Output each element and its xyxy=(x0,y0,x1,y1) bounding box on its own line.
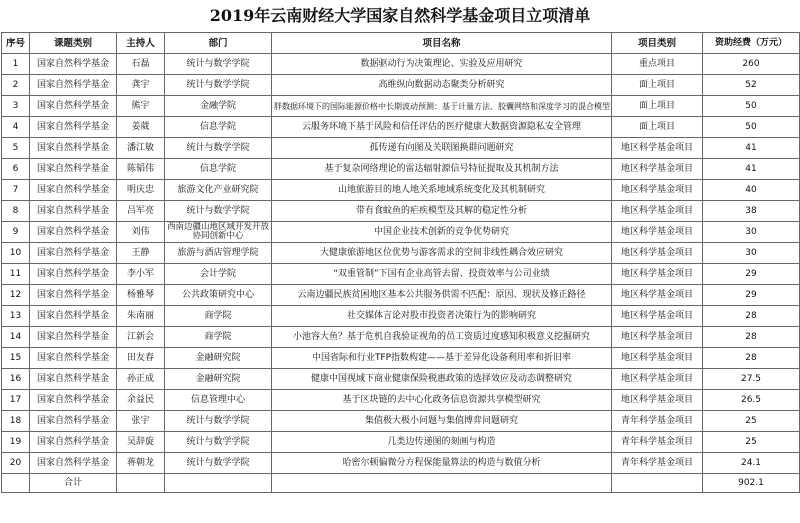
cell-funding: 50 xyxy=(703,117,800,138)
cell-department: 信息学院 xyxy=(165,117,272,138)
cell-project-name: 数据驱动行为决策理论、实验及应用研究 xyxy=(272,54,612,75)
cell-project-name: 哈密尔顿偏微分方程保能量算法的构造与数值分析 xyxy=(272,453,612,474)
table-row xyxy=(2,348,800,369)
cell-index: 12 xyxy=(2,285,30,306)
cell-department: 统计与数学学院 xyxy=(165,54,272,75)
cell-project-name: 高维纵向数据动态聚类分析研究 xyxy=(272,75,612,96)
cell-project-name: 小池容大鱼？基于危机自我验证视角的员工资质过度感知积极意义挖掘研究 xyxy=(272,327,612,348)
cell-host: 陈韬伟 xyxy=(117,159,165,180)
total-label: 合计 xyxy=(30,474,117,493)
table-row xyxy=(2,306,800,327)
cell-index: 2 xyxy=(2,75,30,96)
cell-department: 商学院 xyxy=(165,306,272,327)
cell-category: 国家自然科学基金 xyxy=(30,201,117,222)
total-empty-cell xyxy=(2,474,30,493)
cell-index: 19 xyxy=(2,432,30,453)
header-funding: 资助经费（万元） xyxy=(703,33,800,54)
cell-department: 金融研究院 xyxy=(165,348,272,369)
cell-index: 18 xyxy=(2,411,30,432)
cell-index: 13 xyxy=(2,306,30,327)
total-empty-cell xyxy=(272,474,612,493)
total-empty-cell xyxy=(612,474,703,493)
cell-category: 国家自然科学基金 xyxy=(30,75,117,96)
cell-department: 统计与数学学院 xyxy=(165,453,272,474)
cell-funding: 30 xyxy=(703,222,800,243)
cell-department: 统计与数学学院 xyxy=(165,201,272,222)
cell-index: 16 xyxy=(2,369,30,390)
cell-index: 17 xyxy=(2,390,30,411)
cell-project-type: 面上项目 xyxy=(612,75,703,96)
cell-department: 商学院 xyxy=(165,327,272,348)
cell-index: 7 xyxy=(2,180,30,201)
cell-category: 国家自然科学基金 xyxy=(30,264,117,285)
cell-host: 潘江敏 xyxy=(117,138,165,159)
cell-project-type: 地区科学基金项目 xyxy=(612,222,703,243)
cell-category: 国家自然科学基金 xyxy=(30,306,117,327)
table-row xyxy=(2,159,800,180)
cell-department: 会计学院 xyxy=(165,264,272,285)
cell-funding: 25 xyxy=(703,411,800,432)
cell-category: 国家自然科学基金 xyxy=(30,369,117,390)
cell-category: 国家自然科学基金 xyxy=(30,411,117,432)
cell-project-name: 中国企业技术创新的竞争优势研究 xyxy=(272,222,612,243)
cell-host: 吴辞旋 xyxy=(117,432,165,453)
cell-project-name: 健康中国视域下商业健康保险税惠政策的选择效应及动态调整研究 xyxy=(272,369,612,390)
cell-department: 旅游与酒店管理学院 xyxy=(165,243,272,264)
cell-project-type: 地区科学基金项目 xyxy=(612,138,703,159)
cell-category: 国家自然科学基金 xyxy=(30,285,117,306)
table-row xyxy=(2,96,800,117)
cell-category: 国家自然科学基金 xyxy=(30,432,117,453)
header-index: 序号 xyxy=(2,33,30,54)
cell-funding: 28 xyxy=(703,306,800,327)
cell-host: 孙正成 xyxy=(117,369,165,390)
table-row xyxy=(2,453,800,474)
cell-host: 王静 xyxy=(117,243,165,264)
cell-host: 明庆忠 xyxy=(117,180,165,201)
cell-host: 张宇 xyxy=(117,411,165,432)
cell-project-type: 地区科学基金项目 xyxy=(612,243,703,264)
header-project-type: 项目类别 xyxy=(612,33,703,54)
cell-project-type: 地区科学基金项目 xyxy=(612,180,703,201)
cell-category: 国家自然科学基金 xyxy=(30,117,117,138)
cell-project-name: 大健康旅游地区位优势与游客需求的空间非线性耦合效应研究 xyxy=(272,243,612,264)
cell-category: 国家自然科学基金 xyxy=(30,54,117,75)
cell-category: 国家自然科学基金 xyxy=(30,348,117,369)
cell-index: 6 xyxy=(2,159,30,180)
cell-project-name: 集值极大极小问题与集值博弈问题研究 xyxy=(272,411,612,432)
cell-host: 蒋朝龙 xyxy=(117,453,165,474)
cell-project-name: 孤传递有向图及关联图换群问题研究 xyxy=(272,138,612,159)
table-row xyxy=(2,285,800,306)
cell-department: 统计与数学学院 xyxy=(165,432,272,453)
cell-category: 国家自然科学基金 xyxy=(30,180,117,201)
cell-department: 信息管理中心 xyxy=(165,390,272,411)
cell-project-name: 带有食蚊鱼的疟疾模型及其解的稳定性分析 xyxy=(272,201,612,222)
cell-funding: 260 xyxy=(703,54,800,75)
total-empty-cell xyxy=(117,474,165,493)
cell-funding: 28 xyxy=(703,327,800,348)
header-project-name: 项目名称 xyxy=(272,33,612,54)
cell-department: 信息学院 xyxy=(165,159,272,180)
cell-department: 西南边疆山地区域开发开放协同创新中心 xyxy=(165,222,272,243)
cell-funding: 41 xyxy=(703,159,800,180)
cell-index: 11 xyxy=(2,264,30,285)
cell-department: 金融研究院 xyxy=(165,369,272,390)
cell-project-name: 社交媒体言论对股市投资者决策行为的影响研究 xyxy=(272,306,612,327)
cell-index: 10 xyxy=(2,243,30,264)
cell-funding: 29 xyxy=(703,264,800,285)
cell-host: 朱南丽 xyxy=(117,306,165,327)
cell-funding: 40 xyxy=(703,180,800,201)
cell-project-type: 青年科学基金项目 xyxy=(612,453,703,474)
cell-index: 5 xyxy=(2,138,30,159)
cell-project-type: 地区科学基金项目 xyxy=(612,285,703,306)
cell-project-type: 地区科学基金项目 xyxy=(612,327,703,348)
cell-project-type: 面上项目 xyxy=(612,117,703,138)
cell-index: 15 xyxy=(2,348,30,369)
cell-host: 李小军 xyxy=(117,264,165,285)
project-table xyxy=(1,32,800,493)
header-host: 主持人 xyxy=(117,33,165,54)
table-row xyxy=(2,369,800,390)
cell-host: 田友春 xyxy=(117,348,165,369)
table-row xyxy=(2,243,800,264)
table-row xyxy=(2,201,800,222)
cell-project-name: 基于区块链的去中心化政务信息资源共享模型研究 xyxy=(272,390,612,411)
cell-funding: 26.5 xyxy=(703,390,800,411)
cell-index: 1 xyxy=(2,54,30,75)
cell-category: 国家自然科学基金 xyxy=(30,159,117,180)
cell-project-type: 重点项目 xyxy=(612,54,703,75)
cell-project-type: 地区科学基金项目 xyxy=(612,369,703,390)
cell-host: 刘伟 xyxy=(117,222,165,243)
cell-project-name: 中国省际和行业TFP指数构建——基于差异化设备利用率和折旧率 xyxy=(272,348,612,369)
cell-funding: 52 xyxy=(703,75,800,96)
cell-department: 旅游文化产业研究院 xyxy=(165,180,272,201)
header-row xyxy=(2,33,800,54)
cell-funding: 28 xyxy=(703,348,800,369)
cell-funding: 41 xyxy=(703,138,800,159)
cell-funding: 30 xyxy=(703,243,800,264)
cell-category: 国家自然科学基金 xyxy=(30,243,117,264)
cell-funding: 27.5 xyxy=(703,369,800,390)
table-row xyxy=(2,432,800,453)
cell-index: 8 xyxy=(2,201,30,222)
cell-project-name: 胖数据环境下的国际能源价格中长期波动预测：基于计量方法、胶囊网络和深度学习的混合模型 xyxy=(272,96,612,117)
cell-funding: 25 xyxy=(703,432,800,453)
table-row xyxy=(2,75,800,96)
cell-project-name: 基于复杂网络理论的雷达辐射源信号特征提取及其机制方法 xyxy=(272,159,612,180)
table-row xyxy=(2,54,800,75)
cell-category: 国家自然科学基金 xyxy=(30,138,117,159)
cell-host: 吕军亮 xyxy=(117,201,165,222)
cell-host: 龚宇 xyxy=(117,75,165,96)
cell-department: 金融学院 xyxy=(165,96,272,117)
cell-host: 熊宇 xyxy=(117,96,165,117)
cell-project-type: 地区科学基金项目 xyxy=(612,159,703,180)
cell-project-name: 云服务环境下基于风险和信任评估的医疗健康大数据资源隐私安全管理 xyxy=(272,117,612,138)
cell-project-type: 地区科学基金项目 xyxy=(612,390,703,411)
header-department: 部门 xyxy=(165,33,272,54)
cell-funding: 24.1 xyxy=(703,453,800,474)
cell-funding: 29 xyxy=(703,285,800,306)
cell-project-type: 地区科学基金项目 xyxy=(612,264,703,285)
cell-host: 江新会 xyxy=(117,327,165,348)
cell-funding: 38 xyxy=(703,201,800,222)
cell-project-name: 云南边疆民族贫困地区基本公共服务供需不匹配：原因、现状及修正路径 xyxy=(272,285,612,306)
table-row xyxy=(2,327,800,348)
cell-index: 3 xyxy=(2,96,30,117)
cell-project-type: 面上项目 xyxy=(612,96,703,117)
cell-project-type: 地区科学基金项目 xyxy=(612,201,703,222)
cell-host: 杨雅琴 xyxy=(117,285,165,306)
cell-project-name: 山地旅游目的地人地关系地域系统变化及其机制研究 xyxy=(272,180,612,201)
cell-index: 4 xyxy=(2,117,30,138)
cell-category: 国家自然科学基金 xyxy=(30,222,117,243)
cell-category: 国家自然科学基金 xyxy=(30,390,117,411)
cell-index: 14 xyxy=(2,327,30,348)
table-row xyxy=(2,117,800,138)
cell-category: 国家自然科学基金 xyxy=(30,96,117,117)
cell-funding: 50 xyxy=(703,96,800,117)
page-title: 2019年云南财经大学国家自然科学基金项目立项清单 xyxy=(209,6,591,25)
table-row xyxy=(2,390,800,411)
total-value: 902.1 xyxy=(703,474,800,493)
cell-host: 石磊 xyxy=(117,54,165,75)
total-row xyxy=(2,474,800,493)
table-row xyxy=(2,264,800,285)
cell-project-type: 地区科学基金项目 xyxy=(612,348,703,369)
table-row xyxy=(2,222,800,243)
cell-department: 统计与数学学院 xyxy=(165,138,272,159)
cell-category: 国家自然科学基金 xyxy=(30,327,117,348)
total-empty-cell xyxy=(165,474,272,493)
cell-project-type: 青年科学基金项目 xyxy=(612,411,703,432)
cell-project-name: “双重管制”下国有企业高管去留、投资效率与公司业绩 xyxy=(272,264,612,285)
cell-department: 公共政策研究中心 xyxy=(165,285,272,306)
cell-category: 国家自然科学基金 xyxy=(30,453,117,474)
cell-project-name: 几类边传递图的刻画与构造 xyxy=(272,432,612,453)
cell-host: 余益民 xyxy=(117,390,165,411)
table-row xyxy=(2,411,800,432)
cell-project-type: 地区科学基金项目 xyxy=(612,306,703,327)
header-category: 课题类别 xyxy=(30,33,117,54)
cell-project-type: 青年科学基金项目 xyxy=(612,432,703,453)
cell-department: 统计与数学学院 xyxy=(165,75,272,96)
table-row xyxy=(2,138,800,159)
cell-index: 9 xyxy=(2,222,30,243)
cell-host: 姜葳 xyxy=(117,117,165,138)
cell-department: 统计与数学学院 xyxy=(165,411,272,432)
cell-index: 20 xyxy=(2,453,30,474)
table-row xyxy=(2,180,800,201)
